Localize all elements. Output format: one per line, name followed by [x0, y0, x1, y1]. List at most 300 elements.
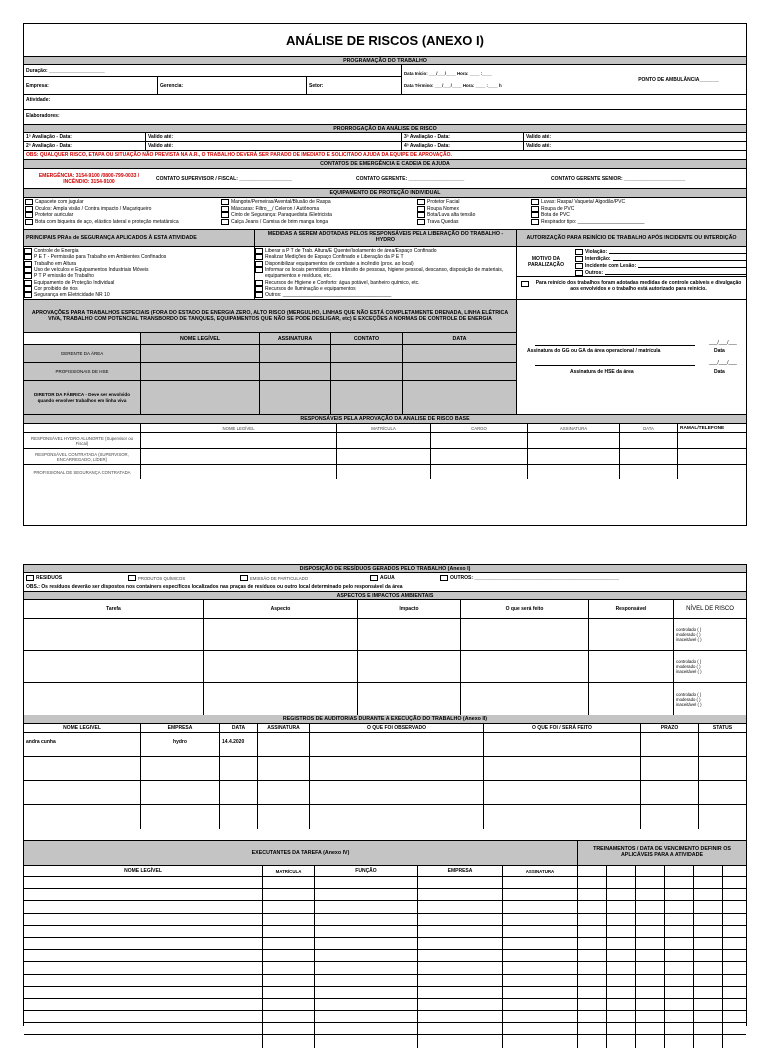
- checkbox[interactable]: [417, 212, 425, 218]
- checkbox[interactable]: [24, 248, 32, 254]
- checkbox[interactable]: [531, 206, 539, 212]
- cell[interactable]: [403, 363, 516, 380]
- cell[interactable]: [315, 926, 418, 937]
- cell[interactable]: [620, 449, 678, 464]
- cell[interactable]: [204, 651, 358, 682]
- cell[interactable]: [636, 1011, 665, 1022]
- cell[interactable]: [578, 1011, 607, 1022]
- cell[interactable]: [461, 651, 589, 682]
- cell[interactable]: [694, 999, 723, 1010]
- cell[interactable]: [678, 465, 746, 479]
- cell[interactable]: [358, 683, 461, 715]
- cell[interactable]: [204, 619, 358, 650]
- cell[interactable]: [694, 877, 723, 888]
- cell[interactable]: [484, 805, 641, 829]
- cell[interactable]: [665, 1035, 694, 1047]
- cell[interactable]: [641, 805, 699, 829]
- cell[interactable]: [315, 938, 418, 949]
- cell[interactable]: [418, 975, 503, 986]
- cell[interactable]: [723, 1011, 746, 1022]
- cell[interactable]: [694, 950, 723, 961]
- valido-2[interactable]: Valido até:: [146, 142, 402, 150]
- checkbox[interactable]: [221, 206, 229, 212]
- cell[interactable]: [418, 914, 503, 925]
- cell[interactable]: [589, 619, 674, 650]
- cell[interactable]: [263, 975, 315, 986]
- cell[interactable]: [263, 950, 315, 961]
- cell[interactable]: [418, 999, 503, 1010]
- risco-option[interactable]: controlado ( ): [676, 627, 702, 632]
- cell[interactable]: [694, 1035, 723, 1047]
- cell[interactable]: [337, 449, 431, 464]
- epi-item[interactable]: [25, 212, 221, 219]
- cell[interactable]: [578, 914, 607, 925]
- risco-option[interactable]: inaceitável ( ): [676, 669, 702, 674]
- cell[interactable]: [636, 987, 665, 998]
- cell[interactable]: [607, 999, 636, 1010]
- cell[interactable]: [141, 781, 220, 804]
- cell[interactable]: [263, 926, 315, 937]
- valido-4[interactable]: Valido até:: [526, 143, 552, 149]
- cell[interactable]: [665, 987, 694, 998]
- checkbox[interactable]: [128, 575, 136, 581]
- checkbox[interactable]: [575, 263, 583, 269]
- cell[interactable]: [620, 465, 678, 479]
- cell[interactable]: [418, 1011, 503, 1022]
- cell[interactable]: [24, 619, 204, 650]
- cell[interactable]: [578, 975, 607, 986]
- cell[interactable]: [461, 683, 589, 715]
- cell[interactable]: [665, 1011, 694, 1022]
- nivel-risco-cell[interactable]: [674, 683, 746, 715]
- cell[interactable]: [528, 433, 620, 448]
- checkbox[interactable]: [440, 575, 448, 581]
- checkbox[interactable]: [255, 267, 263, 273]
- cell[interactable]: [263, 889, 315, 900]
- contato-gerente[interactable]: CONTATO GERENTE: ____________________: [356, 175, 465, 182]
- cell[interactable]: [503, 914, 578, 925]
- cell[interactable]: [418, 962, 503, 973]
- cell[interactable]: [331, 381, 403, 414]
- cell[interactable]: [260, 381, 331, 414]
- cell[interactable]: [358, 619, 461, 650]
- cell[interactable]: [723, 901, 746, 912]
- cell[interactable]: [636, 901, 665, 912]
- cell[interactable]: [315, 1011, 418, 1022]
- checkbox[interactable]: [24, 280, 32, 286]
- cell[interactable]: [607, 975, 636, 986]
- cell[interactable]: [699, 757, 746, 780]
- data-termino-field[interactable]: Data Término: ___/___/____ Hora: ____ :____ h: [404, 83, 502, 88]
- epi-item[interactable]: [417, 212, 531, 219]
- cell[interactable]: [258, 757, 310, 780]
- cell[interactable]: [418, 987, 503, 998]
- cell[interactable]: [636, 950, 665, 961]
- cell[interactable]: [315, 1035, 418, 1047]
- cell[interactable]: [641, 757, 699, 780]
- cell[interactable]: [607, 1023, 636, 1034]
- residuo-option[interactable]: [440, 575, 746, 582]
- elaboradores-field[interactable]: Elaboradores:: [26, 113, 60, 119]
- cell[interactable]: [694, 1011, 723, 1022]
- checkbox[interactable]: [255, 292, 263, 298]
- cell[interactable]: [331, 363, 403, 380]
- cell[interactable]: [418, 1035, 503, 1047]
- cell[interactable]: [665, 999, 694, 1010]
- epi-item[interactable]: [417, 219, 531, 226]
- cell[interactable]: [694, 901, 723, 912]
- checkbox[interactable]: [25, 219, 33, 225]
- risco-option[interactable]: moderado ( ): [676, 696, 701, 702]
- avaliacao-2[interactable]: 2ª Avaliação - Data:: [24, 142, 146, 150]
- epi-item[interactable]: [417, 206, 531, 213]
- cell[interactable]: [699, 781, 746, 804]
- cell[interactable]: [260, 363, 331, 380]
- cell[interactable]: [403, 381, 516, 414]
- cell[interactable]: [607, 877, 636, 888]
- epi-item[interactable]: [25, 206, 221, 213]
- cell[interactable]: [418, 926, 503, 937]
- cell[interactable]: [315, 987, 418, 998]
- cell[interactable]: [315, 975, 418, 986]
- contato-supervisor[interactable]: CONTATO SUPERVISOR / FISCAL: ___________________: [156, 175, 293, 182]
- cell[interactable]: [331, 345, 403, 362]
- cell[interactable]: [578, 962, 607, 973]
- cell[interactable]: [636, 1035, 665, 1047]
- cell[interactable]: [141, 465, 337, 479]
- nivel-risco-cell[interactable]: [674, 651, 746, 682]
- cell[interactable]: [503, 1011, 578, 1022]
- cell[interactable]: [418, 950, 503, 961]
- epi-item[interactable]: [221, 199, 417, 206]
- motivo-option[interactable]: [575, 269, 746, 276]
- risco-option[interactable]: controlado ( ): [676, 659, 702, 664]
- cell[interactable]: [607, 901, 636, 912]
- checkbox[interactable]: [24, 267, 32, 273]
- cell[interactable]: [141, 345, 260, 362]
- cell[interactable]: [24, 877, 263, 888]
- cell[interactable]: [636, 938, 665, 949]
- cell[interactable]: [263, 1035, 315, 1047]
- checkbox[interactable]: [255, 248, 263, 254]
- epi-item[interactable]: [531, 206, 746, 213]
- cell[interactable]: [358, 651, 461, 682]
- risco-option[interactable]: moderado ( ): [676, 664, 701, 669]
- avaliacao-1[interactable]: 1ª Avaliação - Data:: [24, 133, 146, 141]
- cell[interactable]: [310, 805, 484, 829]
- checkbox[interactable]: [531, 219, 539, 225]
- cell[interactable]: [315, 889, 418, 900]
- epi-item[interactable]: [531, 219, 746, 226]
- cell[interactable]: [641, 733, 699, 756]
- cell[interactable]: [263, 877, 315, 888]
- epi-item[interactable]: [531, 199, 746, 206]
- epi-item[interactable]: [531, 212, 746, 219]
- cell[interactable]: [263, 1023, 315, 1034]
- risco-option[interactable]: inaceitável ( ): [676, 637, 702, 642]
- cell[interactable]: [337, 433, 431, 448]
- cell[interactable]: [24, 1011, 263, 1022]
- cell[interactable]: [636, 877, 665, 888]
- epi-item[interactable]: [221, 206, 417, 213]
- cell[interactable]: [503, 938, 578, 949]
- cell[interactable]: [503, 926, 578, 937]
- cell[interactable]: [431, 449, 528, 464]
- valido-3[interactable]: Valido até:: [526, 134, 552, 140]
- cell[interactable]: [258, 781, 310, 804]
- cell[interactable]: [694, 962, 723, 973]
- cell[interactable]: [431, 465, 528, 479]
- avaliacao-3[interactable]: 3ª Avaliação - Data:: [402, 133, 524, 141]
- checkbox[interactable]: [240, 575, 248, 581]
- cell[interactable]: [431, 433, 528, 448]
- cell[interactable]: [263, 1011, 315, 1022]
- checkbox[interactable]: [255, 286, 263, 292]
- cell[interactable]: [315, 877, 418, 888]
- cell[interactable]: [578, 901, 607, 912]
- motivo-option[interactable]: [575, 262, 746, 269]
- cell[interactable]: [24, 962, 263, 973]
- cell[interactable]: [694, 1023, 723, 1034]
- checkbox[interactable]: [255, 254, 263, 260]
- cell[interactable]: [461, 619, 589, 650]
- cell[interactable]: [24, 651, 204, 682]
- cell[interactable]: [141, 805, 220, 829]
- cell[interactable]: [528, 465, 620, 479]
- cell[interactable]: [263, 901, 315, 912]
- audit-nome[interactable]: andra cunha: [24, 733, 141, 756]
- checkbox[interactable]: [221, 199, 229, 205]
- cell[interactable]: [665, 926, 694, 937]
- checkbox[interactable]: [24, 286, 32, 292]
- cell[interactable]: [503, 1035, 578, 1047]
- cell[interactable]: [578, 877, 607, 888]
- cell[interactable]: [315, 901, 418, 912]
- ponto-ambulancia[interactable]: PONTO DE AMBULÂNCIA_______: [638, 76, 719, 83]
- cell[interactable]: [694, 926, 723, 937]
- cell[interactable]: [315, 950, 418, 961]
- cell[interactable]: [620, 433, 678, 448]
- cell[interactable]: [503, 877, 578, 888]
- cell[interactable]: [528, 449, 620, 464]
- cell[interactable]: [607, 1011, 636, 1022]
- cell[interactable]: [24, 805, 141, 829]
- cell[interactable]: [484, 757, 641, 780]
- checkbox[interactable]: [26, 575, 34, 581]
- risco-option[interactable]: moderado ( ): [676, 632, 701, 637]
- cell[interactable]: [503, 987, 578, 998]
- cell[interactable]: [578, 987, 607, 998]
- cell[interactable]: [665, 975, 694, 986]
- cell[interactable]: [484, 781, 641, 804]
- cell[interactable]: [589, 651, 674, 682]
- cell[interactable]: [220, 757, 258, 780]
- cell[interactable]: [310, 781, 484, 804]
- checkbox[interactable]: [255, 261, 263, 267]
- cell[interactable]: [665, 1023, 694, 1034]
- checkbox[interactable]: [417, 219, 425, 225]
- cell[interactable]: [694, 987, 723, 998]
- cell[interactable]: [418, 1023, 503, 1034]
- cell[interactable]: [694, 889, 723, 900]
- avaliacao-4[interactable]: 4ª Avaliação - Data:: [402, 142, 524, 150]
- cell[interactable]: [258, 733, 310, 756]
- atividade-field[interactable]: Atividade:: [26, 97, 51, 103]
- reinicio-checkbox[interactable]: [521, 281, 529, 287]
- cell[interactable]: [418, 901, 503, 912]
- cell[interactable]: [699, 805, 746, 829]
- pra-item[interactable]: [24, 292, 254, 298]
- checkbox[interactable]: [24, 292, 32, 298]
- cell[interactable]: [24, 987, 263, 998]
- cell[interactable]: [260, 345, 331, 362]
- cell[interactable]: [141, 381, 260, 414]
- cell[interactable]: [24, 901, 263, 912]
- cell[interactable]: [24, 781, 141, 804]
- cell[interactable]: [607, 950, 636, 961]
- cell[interactable]: [723, 877, 746, 888]
- cell[interactable]: [24, 938, 263, 949]
- medida-item[interactable]: [255, 292, 516, 298]
- cell[interactable]: [310, 733, 484, 756]
- cell[interactable]: [636, 926, 665, 937]
- cell[interactable]: [723, 987, 746, 998]
- cell[interactable]: [418, 938, 503, 949]
- cell[interactable]: [607, 987, 636, 998]
- cell[interactable]: [641, 781, 699, 804]
- cell[interactable]: [418, 889, 503, 900]
- checkbox[interactable]: [575, 249, 583, 255]
- cell[interactable]: [636, 962, 665, 973]
- cell[interactable]: [665, 901, 694, 912]
- data-gg-line[interactable]: ___/___/___: [709, 340, 737, 346]
- cell[interactable]: [24, 683, 204, 715]
- data-hse-line[interactable]: ___/___/___: [709, 360, 737, 366]
- cell[interactable]: [24, 950, 263, 961]
- cell[interactable]: [24, 914, 263, 925]
- cell[interactable]: [263, 999, 315, 1010]
- cell[interactable]: [694, 938, 723, 949]
- cell[interactable]: [607, 1035, 636, 1047]
- cell[interactable]: [263, 987, 315, 998]
- cell[interactable]: [723, 914, 746, 925]
- gerencia-field[interactable]: Gerencia:: [158, 77, 307, 94]
- motivo-option[interactable]: [575, 255, 746, 262]
- cell[interactable]: [694, 975, 723, 986]
- valido-1[interactable]: Valido até:: [146, 133, 402, 141]
- cell[interactable]: [503, 950, 578, 961]
- cell[interactable]: [723, 999, 746, 1010]
- cell[interactable]: [24, 889, 263, 900]
- cell[interactable]: [636, 889, 665, 900]
- cell[interactable]: [665, 950, 694, 961]
- checkbox[interactable]: [417, 199, 425, 205]
- epi-item[interactable]: [221, 219, 417, 226]
- residuo-option[interactable]: [26, 575, 128, 582]
- cell[interactable]: [263, 962, 315, 973]
- cell[interactable]: [337, 465, 431, 479]
- cell[interactable]: [723, 975, 746, 986]
- cell[interactable]: [694, 914, 723, 925]
- cell[interactable]: [503, 1023, 578, 1034]
- data-inicio-field[interactable]: Data Início: ___/___/____ Hora: ____ :____: [404, 71, 492, 76]
- cell[interactable]: [578, 938, 607, 949]
- motivo-option[interactable]: [575, 248, 746, 255]
- cell[interactable]: [636, 999, 665, 1010]
- cell[interactable]: [578, 1023, 607, 1034]
- cell[interactable]: [636, 975, 665, 986]
- checkbox[interactable]: [221, 212, 229, 218]
- checkbox[interactable]: [221, 219, 229, 225]
- checkbox[interactable]: [24, 273, 32, 279]
- cell[interactable]: [578, 950, 607, 961]
- cell[interactable]: [723, 938, 746, 949]
- cell[interactable]: [310, 757, 484, 780]
- cell[interactable]: [607, 926, 636, 937]
- checkbox[interactable]: [24, 254, 32, 260]
- cell[interactable]: [503, 975, 578, 986]
- cell[interactable]: [665, 889, 694, 900]
- cell[interactable]: [484, 733, 641, 756]
- residuo-option[interactable]: [128, 575, 240, 582]
- risco-option[interactable]: inaceitável ( ): [676, 701, 702, 707]
- checkbox[interactable]: [575, 270, 583, 276]
- cell[interactable]: [263, 914, 315, 925]
- nivel-risco-cell[interactable]: [674, 619, 746, 650]
- epi-item[interactable]: [417, 199, 531, 206]
- cell[interactable]: [578, 926, 607, 937]
- cell[interactable]: [589, 683, 674, 715]
- checkbox[interactable]: [255, 280, 263, 286]
- cell[interactable]: [578, 999, 607, 1010]
- cell[interactable]: [665, 877, 694, 888]
- cell[interactable]: [503, 889, 578, 900]
- cell[interactable]: [723, 1035, 746, 1047]
- cell[interactable]: [607, 962, 636, 973]
- setor-field[interactable]: Setor:: [309, 82, 324, 89]
- cell[interactable]: [258, 805, 310, 829]
- cell[interactable]: [699, 733, 746, 756]
- cell[interactable]: [665, 938, 694, 949]
- cell[interactable]: [607, 914, 636, 925]
- cell[interactable]: [315, 999, 418, 1010]
- medida-item[interactable]: [255, 267, 516, 280]
- cell[interactable]: [204, 683, 358, 715]
- cell[interactable]: [24, 926, 263, 937]
- cell[interactable]: [141, 757, 220, 780]
- risco-option[interactable]: controlado ( ): [676, 691, 702, 697]
- cell[interactable]: [723, 1023, 746, 1034]
- empresa-field[interactable]: Empresa:: [24, 77, 158, 94]
- cell[interactable]: [578, 889, 607, 900]
- audit-empresa[interactable]: hydro: [141, 733, 220, 756]
- cell[interactable]: [24, 757, 141, 780]
- residuo-option[interactable]: [370, 575, 440, 582]
- cell[interactable]: [723, 926, 746, 937]
- cell[interactable]: [578, 1035, 607, 1047]
- audit-data[interactable]: 14.4.2020: [220, 733, 258, 756]
- cell[interactable]: [24, 1035, 263, 1047]
- cell[interactable]: [636, 1023, 665, 1034]
- epi-item[interactable]: [25, 219, 221, 226]
- cell[interactable]: [503, 999, 578, 1010]
- checkbox[interactable]: [25, 199, 33, 205]
- cell[interactable]: [24, 999, 263, 1010]
- cell[interactable]: [315, 1023, 418, 1034]
- cell[interactable]: [403, 345, 516, 362]
- cell[interactable]: [723, 889, 746, 900]
- cell[interactable]: [24, 975, 263, 986]
